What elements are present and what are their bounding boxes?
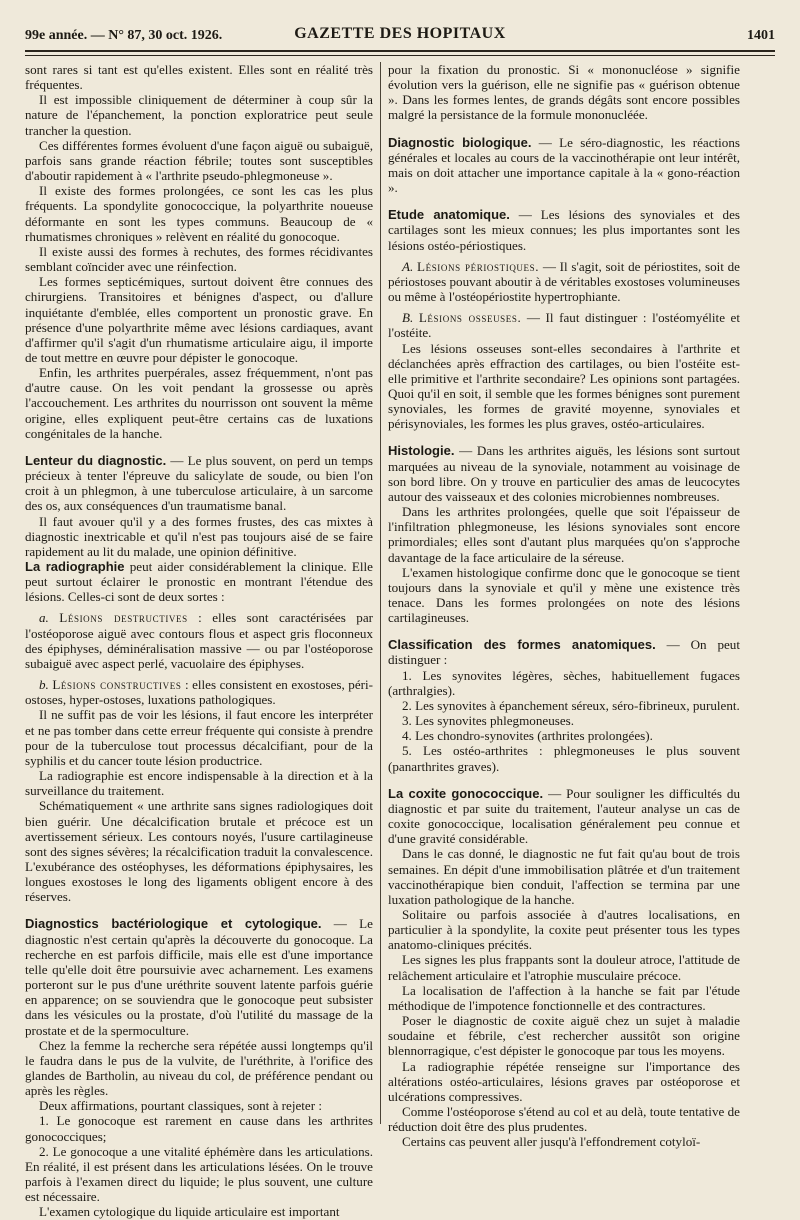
item-text: — Il s'agit, soit de périostites, soit de périostoses pouvant aboutir à de véritables exostoses volumineuses ou même à l'ostéopériostite hypertrophiante.	[388, 258, 740, 305]
page-number: 1401	[747, 28, 775, 43]
paragraph: La localisation de l'affection à la hanche se fait par l'étude méthodique de l'impotence fonctionnelle et des contractures.	[388, 982, 740, 1013]
item-title: Lésions destructives	[59, 610, 188, 626]
paragraph: sont rares si tant est qu'elles existent. Elles sont en réalité très fréquentes.	[25, 62, 373, 93]
page-header	[25, 22, 775, 48]
left-column	[25, 62, 374, 1220]
list-item: 2. Le gonocoque a une vitalité éphémère dans les articulations. En réalité, il est présent dans les articulations lésées. On le trouve parfois à l'examen direct du liquide; le plus souvent, une culture est nécessaire.	[25, 1143, 373, 1205]
section-biologique	[388, 135, 740, 196]
section-heading: Diagnostics bactériologique et cytologique.	[25, 916, 322, 932]
section-heading: Histologie.	[388, 443, 455, 459]
section-diagnostics	[25, 916, 373, 1037]
section-heading: La radiographie	[25, 559, 125, 574]
item-text: : elles consistent en exostoses, péri-ostoses, hyper-ostoses, luxations pathologiques.	[25, 677, 374, 708]
item-title: Lésions constructives	[52, 677, 182, 693]
list-item: 1. Les synovites légères, sèches, habituellement fugaces (arthralgies).	[388, 667, 740, 698]
item-title: Lésions périostiques.	[417, 258, 540, 274]
section-text: — Les lésions des synoviales et des cartilages sont les mieux connues; les plus importantes sont les lésions ostéo-périostiques.	[388, 207, 740, 253]
section-heading: Classification des formes anatomiques.	[388, 637, 656, 653]
paragraph: Il existe des formes prolongées, ce sont les cas les plus fréquents. La spondylite gonococcique, la polyarthrite noueuse déformante en sont les types communs. Beaucoup de « rhumatismes chroniques » relèvent en réalité du gonocoque.	[25, 183, 373, 244]
item-letter: B.	[402, 310, 419, 326]
list-item: 2. Les synovites à épanchement séreux, séro-fibrineux, purulent.	[402, 697, 740, 713]
paragraph: Solitaire ou parfois associée à d'autres localisations, en particulier à la spondylite, la coxite peut présenter tous les types anatomo-cliniques précités.	[388, 906, 740, 953]
section-anatomique	[388, 207, 740, 252]
item-text: : elles sont caractérisées par l'ostéoporose aiguë avec contours flous et aspect gris floconneux des épiphyses, déminéralisation massive — ou par l'ostéoporose subaiguë avec aspect perlé, vacuolaire des épiphyses.	[25, 610, 373, 671]
item-letter: A.	[402, 258, 417, 274]
section-coxite	[388, 786, 740, 847]
item-A	[388, 259, 740, 304]
paragraph: La radiographie est encore indispensable à la direction et à la surveillance du traitement.	[25, 768, 373, 799]
paragraph: Deux affirmations, pourtant classiques, sont à rejeter :	[39, 1098, 323, 1114]
paragraph: Certains cas peuvent aller jusqu'à l'effondrement cotyloï-	[402, 1134, 701, 1150]
item-B	[388, 310, 740, 340]
section-text: — Le diagnostic n'est certain qu'après la découverte du gonocoque. La recherche en est parfois difficile, mais elle est d'une importance telle qu'elle doit être poursuivie avec acharnement. Les examens porteront sur le pus d'une uréthrite souvent latente parfois guérie en apparence; on se souviendra que le gonocoque peut subsister dans les vésicules ou la prostate, d'où l'utilité du massage de la prostate et de la spermoculture.	[25, 916, 373, 1038]
column-divider	[380, 62, 381, 1124]
item-title: Lésions osseuses.	[418, 310, 522, 326]
section-text: — Le séro-diagnostic, les réactions générales et locales au cours de la vaccinothérapie ont leur intérêt, mais on doit attacher une importance capitale à la « gono-réaction ».	[388, 134, 740, 196]
section-text: — Le plus souvent, on perd un temps précieux à tenter l'épreuve du salicylate de soude, ou bien l'on croit à un phlegmon, à une tuberculose articulaire, à un sarcome des os, aux conséquences d'un traumatisme banal.	[25, 452, 373, 514]
section-histologie	[388, 443, 740, 504]
paragraph: Il existe aussi des formes à rechutes, des formes récidivantes semblant coïncider avec une réinfection.	[25, 243, 373, 275]
section-heading: Diagnostic biologique.	[388, 134, 532, 150]
item-text: — Il faut distinguer : l'ostéomyélite et l'ostéite.	[388, 310, 741, 341]
paragraph: Chez la femme la recherche sera répétée aussi longtemps qu'il le faudra dans le pus de la vulvite, de l'uréthrite, à l'orifice des glandes de Bartholin, au niveau du col, de préférence pendant ou après les règles.	[25, 1037, 373, 1099]
item-b	[25, 677, 373, 707]
section-radiographie	[25, 559, 373, 604]
paragraph: pour la fixation du pronostic. Si « mononucléose » signifie évolution vers la guérison, elle ne signifie pas « guérison obtenue ». Dans les formes lentes, de grands dégâts sont encore possibles malgré la persistance de la formule mononucléée.	[388, 62, 740, 123]
paragraph: Enfin, les arthrites puerpérales, assez fréquemment, n'ont pas d'autre cause. On les voit pendant la grossesse ou après l'accouchement. Les arthrites du nourrisson ont souvent la même origine, elles expliquent peut-être certains cas de luxations congénitales de la hanche.	[25, 365, 373, 441]
paragraph: Ces différentes formes évoluent d'une façon aiguë ou subaiguë, parfois sans grande réaction fébrile; toutes sont susceptibles d'aboutir rapidement à « l'arthrite pseudo-phlegmoneuse ».	[25, 137, 373, 184]
paragraph: Les lésions osseuses sont-elles secondaires à l'arthrite et déclanchées après effraction des cartilages, ou bien l'ostéite est-elle primitive et l'arthrite secondaire? Les opinions sont partagées. Quoi qu'il en soit, il semble que les formes bénignes sont purement synoviales, les formes de gravité moyenne, synoviales et périsynoviales, les formes les plus graves, ostéo-articulaires.	[388, 340, 740, 432]
paragraph: Dans les arthrites prolongées, quelle que soit l'épaisseur de l'infiltration phlegmoneuse, les lésions synoviales sont encore primordiales; elles sont d'autant plus marquées qu'on s'approche davantage de la face articulaire de la séreuse.	[388, 504, 740, 565]
list-item: 3. Les synovites phlegmoneuses.	[402, 713, 575, 729]
paragraph: Poser le diagnostic de coxite aiguë chez un sujet à maladie soudaine et fébrile, c'est rechercher aussitôt son origine blennorragique, c'est dépister le gonocoque par tous les moyens.	[388, 1013, 740, 1059]
paragraph: La radiographie répétée renseigne sur l'importance des altérations ostéo-articulaires, lésions graves par ostéoporose et ulcérations compressives.	[388, 1058, 740, 1104]
section-text: peut aider considérablement la clinique. Elle peut surtout éclairer le pronostic en montrant l'étendue des lésions. Celles-ci sont de deux sortes :	[25, 559, 373, 605]
paragraph: Les formes septicémiques, surtout doivent être connues des chirurgiens. Transitoires et bénignes d'aspect, ou d'allure inquiétante d'emblée, elles comportent un pronostic grave. En présence d'une polyarthrite même avec lésions cardiaques, avant d'affirmer qu'il s'agit d'un rhumatisme articulaire aigu, il importe de tout mettre en œuvre pour dépister le gonocoque.	[25, 274, 373, 365]
issue-info: 99e année. — N° 87, 30 oct. 1926.	[25, 28, 223, 43]
paragraph: L'examen cytologique du liquide articulaire est important	[39, 1204, 340, 1220]
section-heading: La coxite gonococcique.	[388, 785, 544, 801]
section-text: — Pour souligner les difficultés du diagnostic et par suite du traitement, l'auteur analyse un cas de coxite gonococcique, localisation généralement peu connue et d'une gravité considérable.	[388, 785, 740, 847]
journal-title: GAZETTE DES HOPITAUX	[294, 25, 506, 42]
list-item: 4. Les chondro-synovites (arthrites prolongées).	[402, 728, 653, 744]
item-a	[25, 610, 373, 671]
section-classification	[388, 637, 740, 667]
header-rule-thin	[25, 55, 775, 56]
section-heading: Lenteur du diagnostic.	[25, 452, 167, 468]
list-item: 5. Les ostéo-arthrites : phlegmoneuses le plus souvent (panarthrites graves).	[388, 743, 740, 774]
section-text: — On peut distinguer :	[388, 637, 740, 668]
paragraph: Il faut avouer qu'il y a des formes frustes, des cas mixtes à diagnostic inextricable et qu'il n'est pas toujours aisé de se faire rapidement au lit du malade, une opinion définitive.	[25, 513, 373, 559]
paragraph: Comme l'ostéoporose s'étend au col et au delà, toute tentative de réduction doit être des plus prudentes.	[388, 1104, 740, 1135]
paragraph: Il ne suffit pas de voir les lésions, il faut encore les interpréter et ne pas tomber dans cette erreur fréquente qui consiste à prendre pour de la tuberculose tout processus décalcifiant, pour de la syphilis et du cancer toute lésion productrice.	[25, 707, 373, 768]
paragraph: Schématiquement « une arthrite sans signes radiologiques doit bien guérir. Une décalcification brutale et précoce est un avertissement sérieux. Les contours noyés, l'usure cartilagineuse sont des signes sévères; la récalcification traduit la convalescence. L'exubérance des ostéophyses, les déformations épiphysaires, les longues exostoses le long des ligaments obligent encore à des réserves.	[25, 798, 373, 905]
paragraph: Dans le cas donné, le diagnostic ne fut fait qu'au bout de trois semaines. En dépit d'une immobilisation plâtrée et d'un traitement vaccinothérapique bien conduit, l'affection se termina par une luxation pathologique de la hanche.	[388, 846, 740, 907]
list-item: 1. Le gonocoque est rarement en cause dans les arthrites gonococciques;	[25, 1113, 373, 1144]
item-letter: b.	[39, 677, 53, 693]
section-text: — Dans les arthrites aiguës, les lésions sont surtout marquées au niveau de la synoviale, notamment au voisinage de son bord libre. On y trouve en particulier des amas de leucocytes autour des vaisseaux et des colonies microbiennes nombreuses.	[388, 443, 740, 504]
section-lenteur	[25, 453, 373, 514]
item-letter: a.	[39, 610, 60, 626]
paragraph: L'examen histologique confirme donc que le gonocoque se tient toujours dans la synoviale et qu'il y mène une existence très tenace. Dans les formes prolongées on note des lésions cartilagineuses.	[388, 564, 740, 626]
header-rule-thick	[25, 50, 775, 52]
paragraph: Il est impossible cliniquement de déterminer à coup sûr la nature de l'épanchement, la ponction exploratrice peut seule trancher la question.	[25, 92, 373, 138]
section-heading: Etude anatomique.	[388, 207, 510, 223]
right-column	[388, 62, 741, 1150]
paragraph: Les signes les plus frappants sont la douleur atroce, l'attitude de relâchement articulaire et l'atrophie musculaire précoce.	[388, 952, 740, 983]
